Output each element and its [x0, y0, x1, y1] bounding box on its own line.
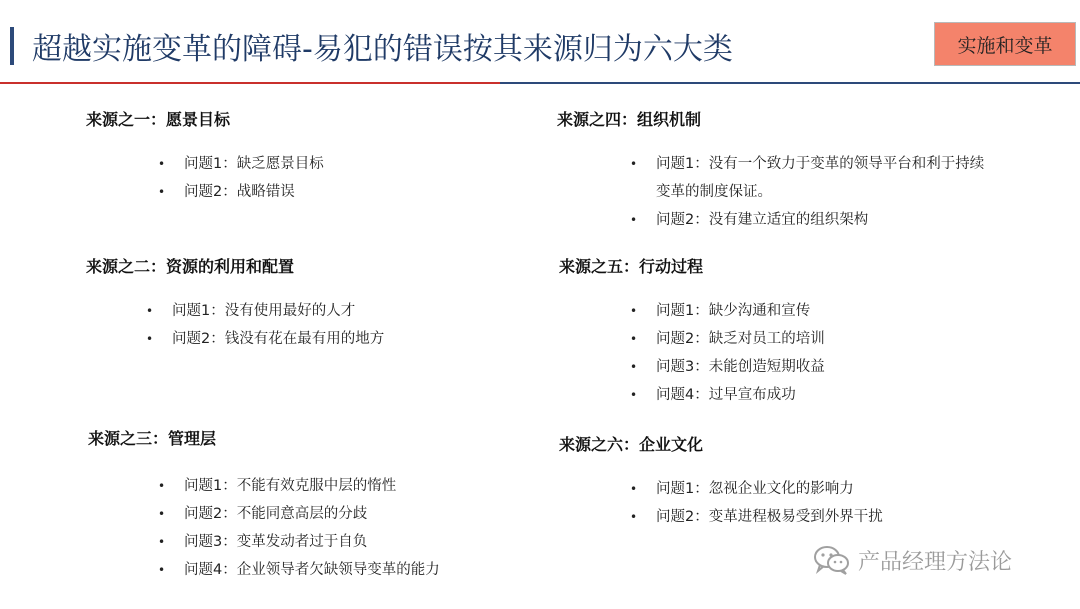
source-three [88, 426, 440, 584]
problem-list [172, 297, 384, 353]
list-item: • 问题4：过早宣布成功 [656, 381, 825, 409]
list-item: • 问题1：没有使用最好的人才 [172, 297, 384, 325]
list-item: • 问题4：企业领导者欠缺领导变革的能力 [184, 556, 440, 584]
source-six [559, 432, 883, 531]
source-heading: 来源之三：管理层 [88, 429, 217, 448]
watermark [812, 544, 1012, 576]
source-heading: 来源之二：资源的利用和配置 [86, 257, 295, 276]
list-item: • 问题1：缺乏愿景目标 [184, 150, 324, 178]
list-item: • 问题3：未能创造短期收益 [656, 353, 825, 381]
list-item: • 问题2：钱没有花在最有用的地方 [172, 325, 384, 353]
source-heading: 来源之五：行动过程 [559, 257, 704, 276]
list-item: • 问题2：没有建立适宜的组织架构 [656, 206, 996, 234]
divider-blue [500, 82, 1080, 84]
source-heading: 来源之六：企业文化 [559, 435, 704, 454]
source-four [557, 107, 996, 234]
list-item: • 问题2：变革进程极易受到外界干扰 [656, 503, 883, 531]
list-item: • 问题3：变革发动者过于自负 [184, 528, 440, 556]
source-heading: 来源之一：愿景目标 [86, 110, 231, 129]
source-five [559, 254, 825, 409]
section-tag: 实施和变革 [934, 22, 1076, 66]
list-item: • 问题2：缺乏对员工的培训 [656, 325, 825, 353]
divider-red [0, 82, 500, 84]
list-item: • 问题1：不能有效克服中层的惰性 [184, 472, 440, 500]
problem-list [656, 475, 883, 531]
list-item: • 问题2：不能同意高层的分歧 [184, 500, 440, 528]
list-item: • 问题1：忽视企业文化的影响力 [656, 475, 883, 503]
list-item: • 问题1：没有一个致力于变革的领导平台和利于持续变革的制度保证。 [656, 150, 996, 206]
source-one [86, 107, 324, 206]
source-two [86, 254, 384, 353]
list-item: • 问题2：战略错误 [184, 178, 324, 206]
source-heading: 来源之四：组织机制 [557, 110, 702, 129]
title-accent-bar [10, 27, 14, 65]
slide-title: 超越实施变革的障碍-易犯的错误按其来源归为六大类 [32, 32, 733, 67]
problem-list [184, 150, 324, 206]
problem-list [184, 472, 440, 584]
wechat-icon [812, 544, 852, 576]
problem-list [656, 150, 996, 234]
watermark-text: 产品经理方法论 [858, 549, 1013, 575]
list-item: • 问题1：缺少沟通和宣传 [656, 297, 825, 325]
problem-list [656, 297, 825, 409]
